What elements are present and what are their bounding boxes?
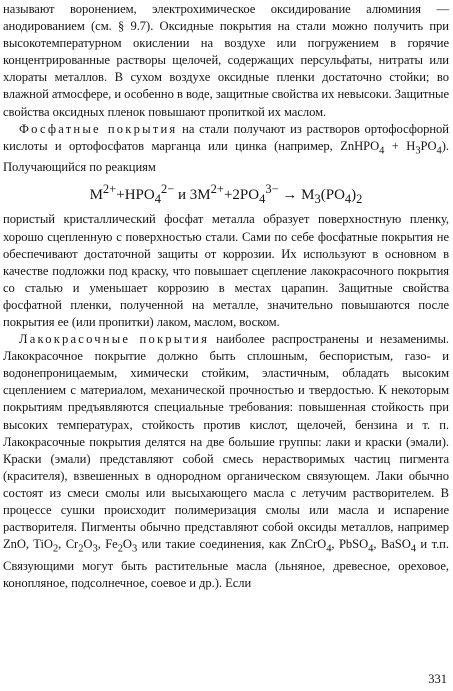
paragraph-paint-coatings: Лакокрасочные покрытия наиболее распространены и незаменимы. Лакокрасочное покрытие должно быть сплошным, беспористым, газо- и водонепроницаемым, химически стойким, эластичным, обладать высоким сцеплением с материалом, механической прочностью и твердостью. К некоторым покрытиям предъявляются специальные требования: повышенная стойкость при высоких температурах, стойкость против кислот, щелочей, бензина и т. п. Лакокрасочные покрытия делятся на две большие группы: лаки и краски (эмали). Краски (эмали) представляют собой смесь нерастворимых частиц пигмента (красителя), взвешенных в однородном органическом связующем. Лаки обычно состоят из смеси смолы или высыхающего масла с летучим растворителем. В процессе сушки происходит полимеризация смолы или масла и испарение растворителя. Пигменты обычно представляют собой оксиды металлов, например ZnO, TiO$_2$, $Cr_2O_3$, $Fe_2O_3$ или такие соединения, как ZnCrO$_4$, PbSO$_4$, BaSO$_4$ и т.п. Связующими могут быть растительные масла (льняное, древесное, ореховое, конопляное, подсолнечное, соевое и др.). Если [3,332,449,590]
term-paint-coatings: Лакокрасочные покрытия [19,332,210,347]
page-content [3,1,449,592]
term-phosphate-coatings: Фосфатные покрытия [19,121,178,136]
paragraph-phosphate-properties: пористый кристаллический фосфат металла образует поверхностную пленку, хорошо сцепленную с поверхностью стали. Сами по себе фосфатные покрытия не обеспечивают достаточной защиты от коррозии. Их используют в основном в качестве подложки под краску, что повышает сцепление лакокрасочного покрытия со сталью и уменьшает коррозию в местах царапин. Защитные свойства фосфатной пленки, полученной на металле, значительно повышаются после покрытия ее (или пропитки) лаком, маслом, воском. [3,212,449,330]
page-number: 331 [428,672,447,686]
paragraph-oxide-coatings: называют воронением, электрохимическое оксидирование алюминия — анодированием (см. § 9.7). Оксидные покрытия на стали можно получить при высокотемпературном окислении на воздухе или погружением в горячие концентрированные растворы щелочей, содержащих персульфаты, нитраты или хлораты металлов. В сухом воздухе оксидные пленки достаточно стойки; во влажной атмосфере, и особенно в воде, защитные свойства их невысоки. Защитные свойства оксидных пленок повышают пропиткой их маслом. [3,2,449,119]
paragraph-phosphate-coatings: Фосфатные покрытия на стали получают из растворов ортофосфорной кислоты и ортофосфатов марганца или цинка (например, ZnHPO$_4$ + $H_3PO_4$). Получающийся по реакциям [3,121,449,175]
reaction-formula: $M^{2+}+HPO_4^{2-}$ и $3M^{2+}+2PO_4^{3-} \to M_3(PO_4)_2$ [89,182,363,207]
